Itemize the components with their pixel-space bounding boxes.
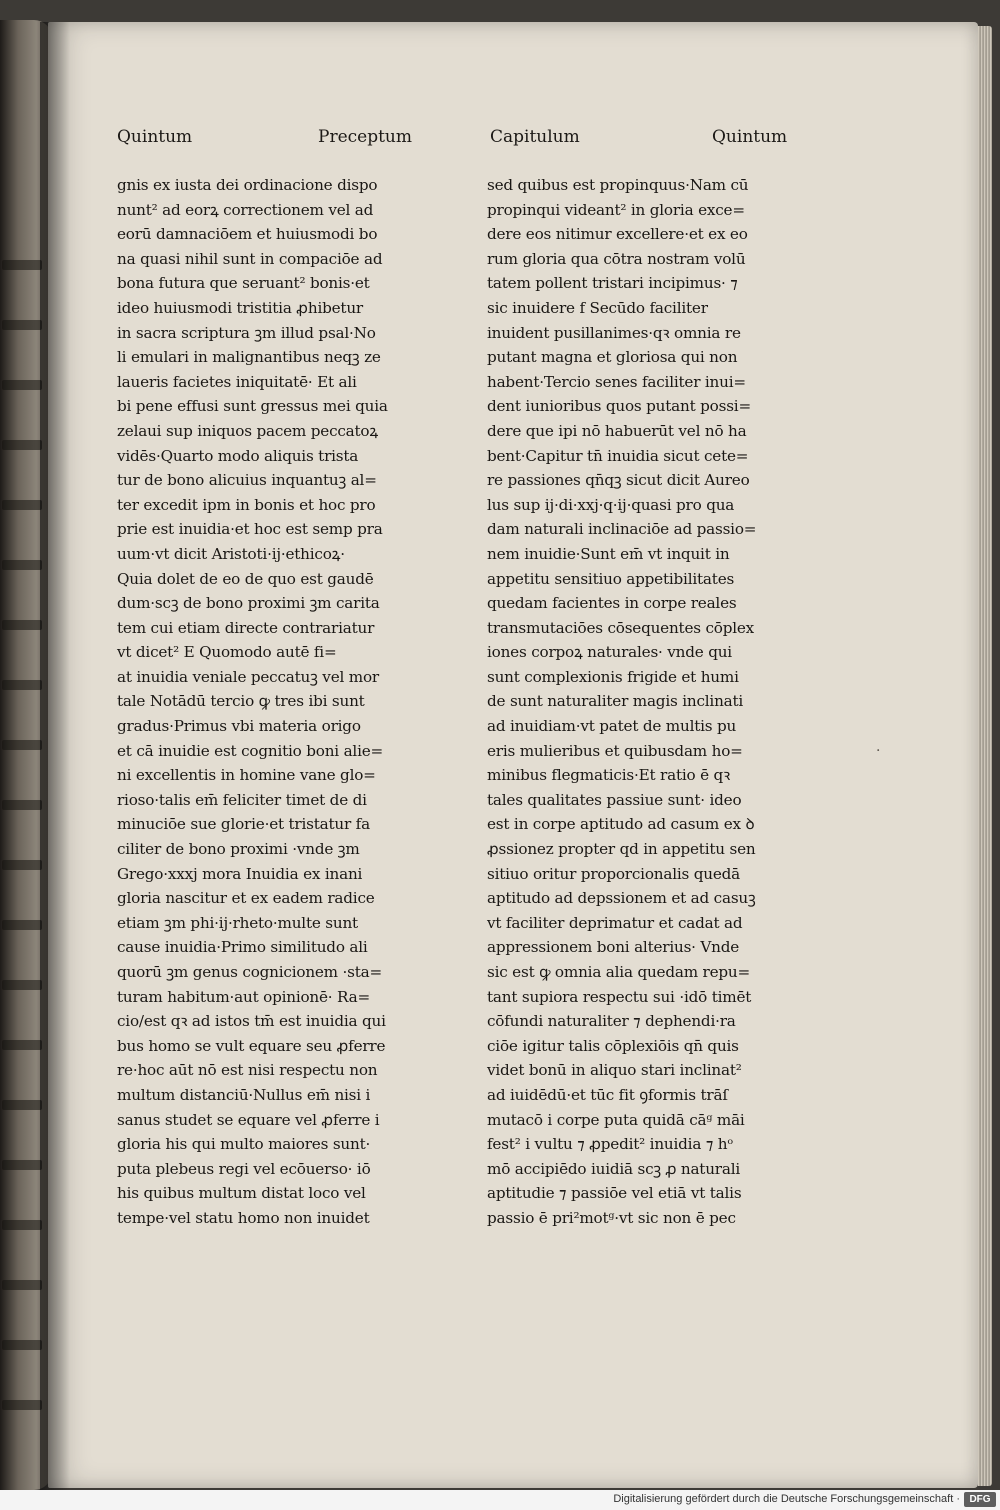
text-line: cōfundi naturaliter ⁊ dephendi·ra [487,1012,736,1031]
text-line: dam naturali inclinaciōe ad passio= [487,520,757,539]
text-line: ideo huiusmodi tristitia ꝓhibetur [117,298,363,317]
text-line: bi pene effusi sunt gressus mei quia [117,397,388,416]
text-line: tatem pollent tristari incipimus· ⁊ [487,274,738,293]
text-line: ciliter de bono proximi ·vnde ꝫm [117,840,360,859]
text-line: nunt² ad eorꝝ correctionem vel ad [117,200,374,219]
text-line: mutacō i corpe puta quidā cāᵍ māi [487,1110,745,1129]
text-line: sic inuidere f Secūdo faciliter [487,298,708,317]
text-line: bona futura que seruant² bonis·et [117,274,370,293]
text-line: bus homo se vult equare seu ꝓferre [117,1036,386,1055]
text-line: dere que ipi nō habuerūt vel nō ha [487,421,747,440]
text-line: zelaui sup iniquos pacem peccatoꝝ [117,421,378,440]
text-line: minibus flegmaticis·Et ratio ē qꝛ [487,766,731,785]
text-line: vt dicet² E Quomodo autē fi= [117,643,337,662]
text-line: et cā inuidie est cognitio boni alie= [117,741,384,760]
text-line: quedam facientes in corpe reales [487,594,737,613]
facing-page-edge [0,20,52,1490]
text-line: ciōe igitur talis cōplexiōis qn̄ quis [487,1036,739,1055]
text-line: iones corpoꝝ naturales· vnde qui [487,643,732,662]
text-line: sitiuo oritur proporcionalis quedā [487,864,740,883]
text-line: multum distanciū·Nullus em̄ nisi i [117,1085,371,1104]
text-line: uum·vt dicit Aristoti·ij·ethicoꝝ· [117,544,345,563]
text-line: laueris facietes iniquitatē· Et ali [117,372,357,391]
text-line: ter excedit ipm in bonis et hoc pro [117,495,376,514]
text-line: vidēs·Quarto modo aliquis trista [117,446,359,465]
text-line: putant magna et gloriosa qui non [487,348,738,367]
text-line: appetitu sensitiuo appetibilitates [487,569,735,588]
dfg-logo: DFG [964,1492,996,1507]
text-line: tales qualitates passiue sunt· ideo [487,790,742,809]
text-line: li emulari in malignantibus neqꝫ ze [117,348,381,367]
text-line: propinqui videant² in gloria exce= [487,200,745,219]
text-line: sed quibus est propinquus·Nam cū [487,176,749,194]
text-line: minuciōe sue glorie·et tristatur fa [117,815,370,834]
text-line: tale Notādū tercio ꝙ tres ibi sunt [117,692,365,711]
running-head-left-1: Quintum [117,127,193,147]
text-line: quorū ꝫm genus cognicionem ·sta= [117,963,383,981]
text-line: transmutaciōes cōsequentes cōplex [487,618,755,637]
text-line: Quia dolet de eo de quo est gaudē [117,569,374,588]
text-line: puta plebeus regi vel ecōuerso· iō [117,1159,371,1178]
text-column-right [487,173,807,1231]
text-line: ꝓssionez propter qd in appetitu sen [487,840,756,859]
text-line: vt faciliter deprimatur et cadat ad [487,913,743,932]
text-line: sanus studet se equare vel ꝓferre i [117,1110,380,1129]
text-line: ad inuidiam·vt patet de multis pu [487,717,737,736]
text-line: gloria nascitur et ex eadem radice [117,889,375,908]
text-line: de sunt naturaliter magis inclinati [487,692,744,711]
text-line: bent·Capitur tn̄ inuidia sicut cete= [487,446,749,465]
text-line: tur de bono alicuius inquantuꝫ al= [117,471,377,490]
ink-mark: · [876,743,881,759]
text-line: re passiones qn̄qꝫ sicut dicit Aureo [487,471,750,490]
text-column-left [117,173,432,1231]
text-line: mō accipiēdo iuidiā scꝫ ꝓ naturali [487,1159,741,1178]
text-line: ad iuidēdū·et tūc fit ꝯformis trāſ [487,1085,728,1104]
text-line: rum gloria qua cōtra nostram volū [487,249,746,268]
text-line: eris mulieribus et quibusdam ho= [487,741,743,760]
text-line: rioso·talis em̄ feliciter timet de di [117,790,367,809]
text-line: cio/est qꝛ ad istos tm̄ est inuidia qui [117,1012,386,1031]
text-line: videt bonū in aliquo stari inclinat² [487,1061,742,1080]
text-line: lus sup ij·di·xxj·q·ij·quasi pro qua [487,495,735,514]
text-line: habent·Tercio senes faciliter inui= [487,372,746,391]
text-line: etiam ꝫm phi·ij·rheto·multe sunt [117,913,358,932]
text-line: gnis ex iusta dei ordinacione dispo [117,176,378,194]
text-line: cause inuidia·Primo similitudo ali [117,938,368,957]
text-line: sic est ꝙ omnia alia quedam repu= [487,963,751,981]
text-line: inuident pusillanimes·qꝛ omnia re [487,323,741,342]
text-line: passio ē pri²motᵍ·vt sic non ē pec [487,1208,736,1227]
text-line: Grego·xxxj mora Inuidia ex inani [117,864,363,883]
text-line: dent iunioribus quos putant possi= [487,397,751,416]
text-line: at inuidia veniale peccatuꝫ vel mor [117,667,379,686]
text-line: re·hoc aūt nō est nisi respectu non [117,1061,378,1080]
text-line: tempe·vel statu homo non inuidet [117,1208,370,1227]
text-line: nem inuidie·Sunt em̄ vt inquit in [487,544,730,563]
text-line: turam habitum·aut opinionē· Ra= [117,987,371,1006]
text-line: na quasi nihil sunt in compaciōe ad [117,249,383,268]
text-line: his quibus multum distat loco vel [117,1184,366,1203]
text-line: est in corpe aptitudo ad casum ex ꝺ [487,815,755,834]
text-line: dere eos nitimur excellere·et ex eo [487,225,748,244]
running-head-left-2: Preceptum [318,127,412,147]
page-edges [978,26,992,1486]
running-head-right-1: Capitulum [490,127,580,147]
text-line: gloria his qui multo maiores sunt· [117,1135,371,1154]
text-line: aptitudie ⁊ passiōe vel etiā vt talis [487,1184,742,1203]
text-line: ni excellentis in homine vane glo= [117,766,376,785]
text-line: aptitudo ad depssionem et ad casuꝫ [487,889,756,908]
text-line: tem cui etiam directe contrariatur [117,618,375,637]
text-line: fest² i vultu ⁊ ꝓpedit² inuidia ⁊ hᵒ [487,1135,734,1154]
text-line: tant supiora respectu sui ·idō timēt [487,987,752,1006]
text-line: gradus·Primus vbi materia origo [117,717,361,736]
running-head-right-2: Quintum [712,127,788,147]
text-line: dum·scꝫ de bono proximi ꝫm carita [117,594,380,613]
text-line: appressionem boni alterius· Vnde [487,938,740,957]
text-line: sunt complexionis frigide et humi [487,667,739,686]
footer-credit: Digitalisierung gefördert durch die Deutsche Forschungsgemeinschaft · [613,1493,960,1505]
text-line: eorū damnaciōem et huiusmodi bo [117,225,378,244]
text-line: in sacra scriptura ꝫm illud psal·No [117,323,376,342]
text-line: prie est inuidia·et hoc est semp pra [117,520,383,539]
